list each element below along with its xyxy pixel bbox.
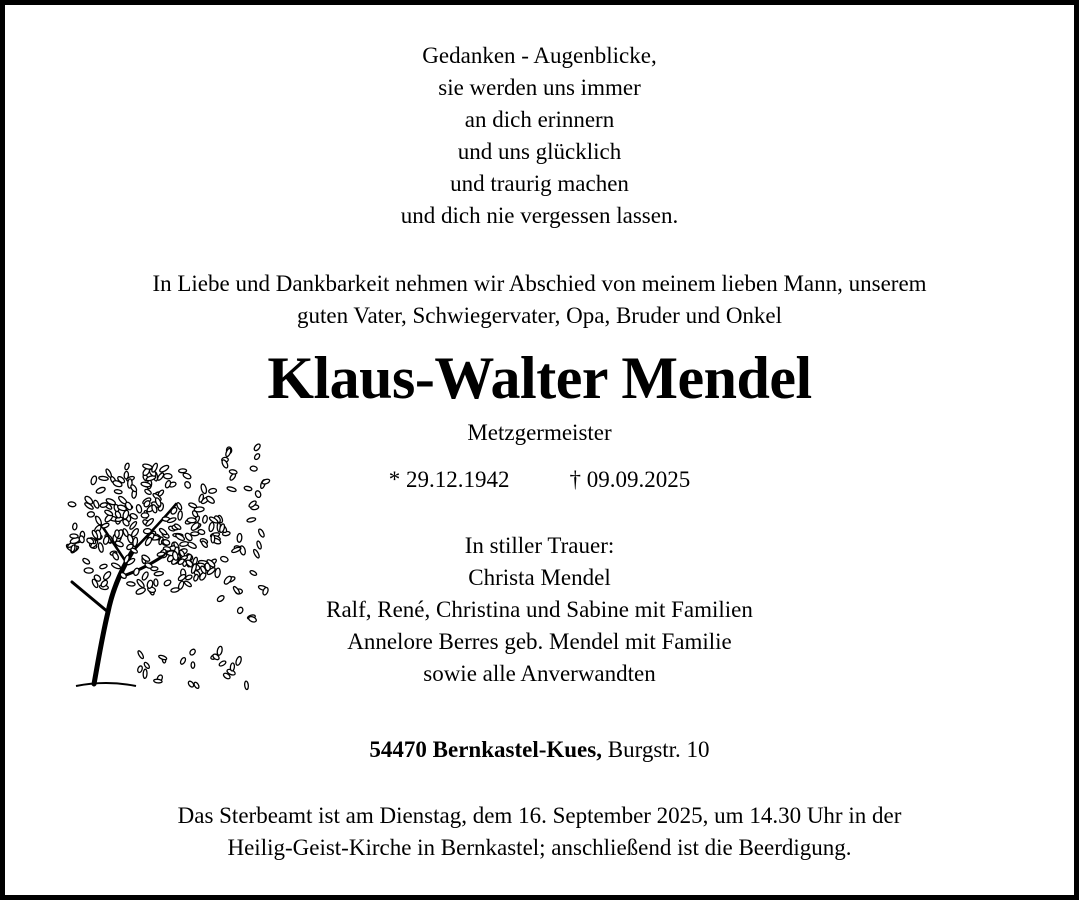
poem-line: und traurig machen — [450, 171, 629, 196]
birth-date: * 29.12.1942 — [388, 467, 510, 492]
intro-text — [0, 268, 1079, 332]
mourner-line: Christa Mendel — [468, 565, 611, 590]
funeral-info — [0, 800, 1079, 864]
poem-line: sie werden uns immer — [438, 75, 641, 100]
windblown-tree-icon — [36, 432, 276, 694]
poem — [0, 40, 1079, 232]
mourners-heading: In stiller Trauer: — [464, 533, 615, 558]
address-street: Burgstr. 10 — [601, 737, 710, 762]
mourner-line: Ralf, René, Christina und Sabine mit Familien — [326, 597, 753, 622]
address-city: 54470 Bernkastel-Kues, — [369, 737, 602, 762]
poem-line: und uns glücklich — [457, 139, 622, 164]
poem-line: und dich nie vergessen lassen. — [400, 203, 679, 228]
intro-line: In Liebe und Dankbarkeit nehmen wir Abschied von meinem lieben Mann, unserem — [152, 271, 927, 296]
profession: Metzgermeister — [467, 420, 612, 445]
address — [0, 734, 1079, 766]
funeral-line: Heilig-Geist-Kirche in Bernkastel; anschließend ist die Beerdigung. — [227, 835, 852, 860]
poem-line: Gedanken - Augenblicke, — [422, 43, 657, 68]
death-date: † 09.09.2025 — [569, 467, 691, 492]
mourner-line: sowie alle Anverwandten — [423, 661, 656, 686]
mourner-line: Annelore Berres geb. Mendel mit Familie — [347, 629, 732, 654]
poem-line: an dich erinnern — [464, 107, 615, 132]
intro-line: guten Vater, Schwiegervater, Opa, Bruder und Onkel — [296, 303, 783, 328]
deceased-name: Klaus-Walter Mendel — [267, 345, 812, 411]
funeral-line: Das Sterbeamt ist am Dienstag, dem 16. September 2025, um 14.30 Uhr in der — [177, 803, 902, 828]
